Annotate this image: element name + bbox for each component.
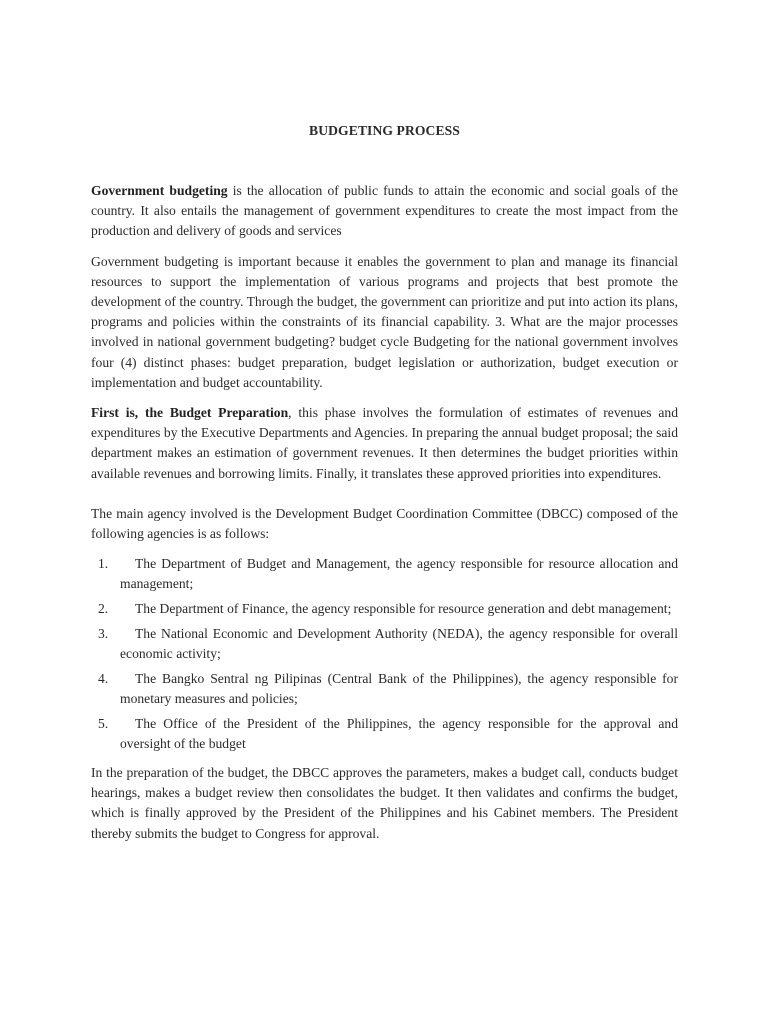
- list-item: [91, 599, 678, 619]
- list-item: [91, 624, 678, 664]
- paragraph-government-budgeting: [91, 181, 678, 242]
- term-government-budgeting: Government budgeting: [91, 183, 228, 198]
- document-title: BUDGETING PROCESS: [309, 123, 460, 138]
- list-number: 1.: [98, 556, 109, 572]
- list-item-text: The Office of the President of the Philippines, the agency responsible for the approval and oversight of the budget: [120, 715, 678, 751]
- paragraph-text: is the allocation of public funds to attain the economic and social goals of the country. It also entails the management of government expenditures to create the most impact from the production and delivery of goods and services: [91, 183, 678, 239]
- list-item-text: The Department of Budget and Management, the agency responsible for resource allocation and management;: [120, 556, 678, 592]
- list-item-text: The Department of Finance, the agency responsible for resource generation and debt management;: [135, 601, 672, 617]
- list-item-text: The Bangko Sentral ng Pilipinas (Central Bank of the Philippines), the agency responsible for monetary measures and policies;: [120, 670, 678, 706]
- list-number: 2.: [98, 601, 109, 617]
- agency-list: [91, 554, 678, 754]
- list-number: 3.: [98, 625, 109, 641]
- list-number: 4.: [98, 670, 109, 686]
- list-number: 5.: [98, 715, 109, 731]
- paragraph-dbcc-process: In the preparation of the budget, the DBCC approves the parameters, makes a budget call, conducts budget hearings, makes a budget review then consolidates the budget. It then validates and confirms the budget, which is finally approved by the President of the Philippines and his Cabinet members. The President thereby submits the budget to Congress for approval.: [91, 765, 678, 841]
- paragraph-importance: Government budgeting is important because it enables the government to plan and manage its financial resources to support the implementation of various programs and projects that best promote the development of the country. Through the budget, the government can prioritize and put into action its plans, programs and policies within the constraints of its financial capability. 3. What are the major processes involved in national government budgeting? budget cycle Budgeting for the national government involves four (4) distinct phases: budget preparation, budget legislation or authorization, budget execution or implementation and budget accountability.: [91, 253, 678, 390]
- paragraph-text: , this phase involves the formulation of estimates of revenues and expenditures by the Executive Departments and Agencies. In preparing the annual budget proposal; the said department makes an estimation of government revenues. It then determines the budget priorities within available revenues and borrowing limits. Finally, it translates these approved priorities into expenditures.: [91, 405, 678, 481]
- list-item: [91, 554, 678, 594]
- list-item: [91, 669, 678, 709]
- paragraph-budget-preparation: [91, 403, 678, 484]
- list-item-text: The National Economic and Development Authority (NEDA), the agency responsible for overall economic activity;: [120, 625, 678, 662]
- paragraph-dbcc: The main agency involved is the Development Budget Coordination Committee (DBCC) composed of the following agencies is as follows:: [91, 505, 678, 542]
- term-budget-preparation: First is, the Budget Preparation: [91, 405, 289, 421]
- list-item: [91, 714, 678, 754]
